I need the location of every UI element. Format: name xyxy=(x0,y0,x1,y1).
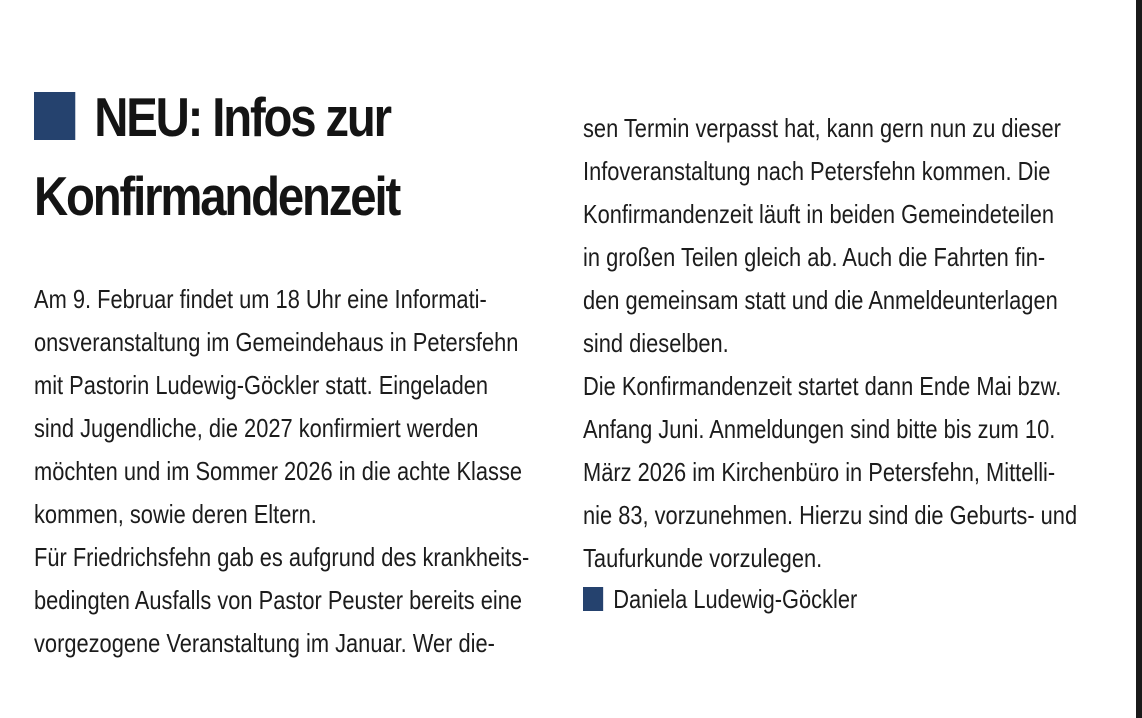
body-line: kommen, sowie deren Eltern. xyxy=(34,499,317,529)
body-line: März 2026 im Kirchenbüro in Petersfehn, Mittelli- xyxy=(583,457,1056,487)
signature-square-icon xyxy=(583,587,603,611)
body-line: Taufurkunde vorzulegen. xyxy=(583,543,823,573)
body-line: in großen Teilen gleich ab. Auch die Fahrten fin- xyxy=(583,242,1046,272)
body-line: mit Pastorin Ludewig-Göckler statt. Eingeladen xyxy=(34,370,489,400)
body-line: Konfirmandenzeit läuft in beiden Gemeindeteilen xyxy=(583,199,1055,229)
body-line: sen Termin verpasst hat, kann gern nun zu dieser xyxy=(583,113,1061,143)
author-signature xyxy=(583,584,857,614)
headline-square-icon xyxy=(34,92,75,140)
body-line: Die Konfirmandenzeit startet dann Ende Mai bzw. xyxy=(583,371,1062,401)
headline-line-1: NEU: Infos zur xyxy=(94,86,390,148)
body-line: onsveranstaltung im Gemeindehaus in Petersfehn xyxy=(34,327,519,357)
body-line: sind Jugendliche, die 2027 konfirmiert werden xyxy=(34,413,479,443)
body-line: sind dieselben. xyxy=(583,328,729,358)
body-line: Für Friedrichsfehn gab es aufgrund des krankheits- xyxy=(34,542,530,572)
body-line: Infoveranstaltung nach Petersfehn kommen. Die xyxy=(583,156,1051,186)
body-line: bedingten Ausfalls von Pastor Peuster bereits eine xyxy=(34,585,523,615)
author-name: Daniela Ludewig-Göckler xyxy=(613,584,858,614)
page-edge-bar xyxy=(1136,0,1142,718)
body-line: nie 83, vorzunehmen. Hierzu sind die Geburts- und xyxy=(583,500,1078,530)
article-headline xyxy=(34,78,481,236)
body-line: Am 9. Februar findet um 18 Uhr eine Informati- xyxy=(34,284,487,314)
body-line: vorgezogene Veranstaltung im Januar. Wer die- xyxy=(34,628,495,658)
body-line: Anfang Juni. Anmeldungen sind bitte bis zum 10. xyxy=(583,414,1056,444)
body-line: möchten und im Sommer 2026 in die achte Klasse xyxy=(34,456,523,486)
body-line: den gemeinsam statt und die Anmeldeunterlagen xyxy=(583,285,1058,315)
headline-line-2: Konfirmandenzeit xyxy=(34,165,400,227)
